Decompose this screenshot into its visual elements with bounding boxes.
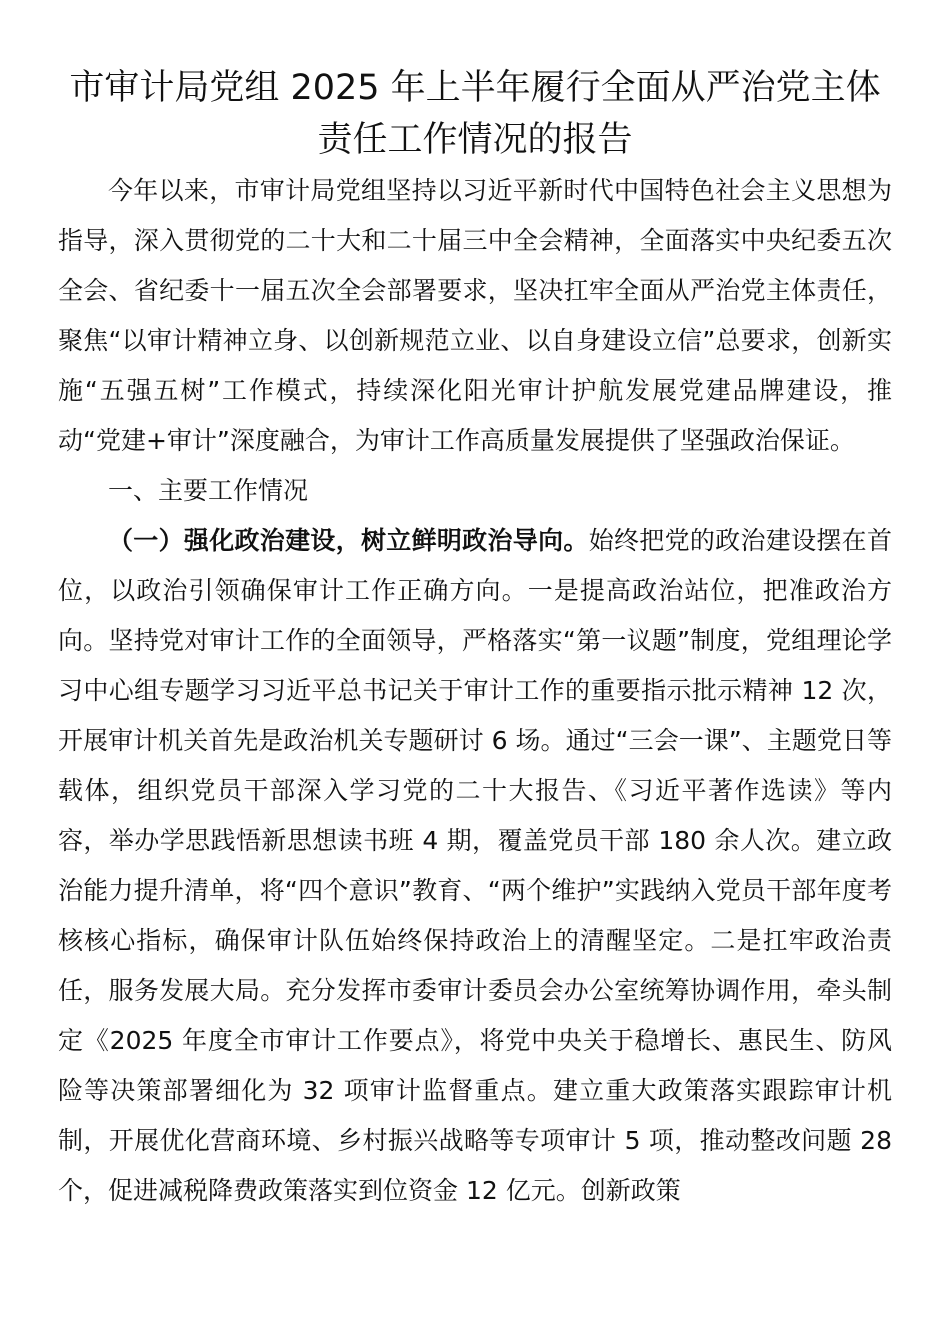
title-line-2: 责任工作情况的报告 — [317, 120, 633, 160]
section-heading-main-work: 一、主要工作情况 — [108, 476, 309, 505]
subsection-body: 始终把党的政治建设摆在首位，以政治引领确保审计工作正确方向。一是提高政治站位，把准政治方向。坚持党对审计工作的全面领导，严格落实“第一议题”制度，党组理论学习中心组专题学习习近平总书记关于审计工作的重要指示批示精神 12 次，开展审计机关首先是政治机关专题研讨 6 场。通过“三会一课”、主题党日等载体，组织党员干部深入学习党的二十大报告、《习近平著作选读》等内容，举办学思践悟新思想读书班 4 期，覆盖党员干部 180 余人次。建立政治能力提升清单，将“四个意识”教育、“两个维护”实践纳入党员干部年度考核核心指标，确保审计队伍始终保持政治上的清醒坚定。二是扛牢政治责任，服务发展大局。充分发挥市委审计委员会办公室统筹协调作用，牵头制定《2025 年度全市审计工作要点》，将党中央关于稳增长、惠民生、防风险等决策部署细化为 32 项审计监督重点。建立重大政策落实跟踪审计机制，开展优化营商环境、乡村振兴战略等专项审计 5 项，推动整改问题 28 个，促进减税降费政策落实到位资金 12 亿元。创新政策 — [58, 526, 892, 1205]
subsection-heading: （一）强化政治建设，树立鲜明政治导向。 — [108, 526, 589, 555]
title-line-1: 市审计局党组 2025 年上半年履行全面从严治党主体 — [69, 68, 881, 108]
intro-paragraph: 今年以来，市审计局党组坚持以习近平新时代中国特色社会主义思想为指导，深入贯彻党的二十大和二十届三中全会精神，全面落实中央纪委五次全会、省纪委十一届五次全会部署要求，坚决扛牢全面从严治党主体责任，聚焦“以审计精神立身、以创新规范立业、以自身建设立信”总要求，创新实施“五强五树”工作模式，持续深化阳光审计护航发展党建品牌建设，推动“党建+审计”深度融合，为审计工作高质量发展提供了坚强政治保证。 — [58, 176, 892, 455]
document-body — [58, 166, 892, 1216]
document-title — [58, 62, 892, 166]
subsection-political-construction — [58, 516, 892, 1216]
